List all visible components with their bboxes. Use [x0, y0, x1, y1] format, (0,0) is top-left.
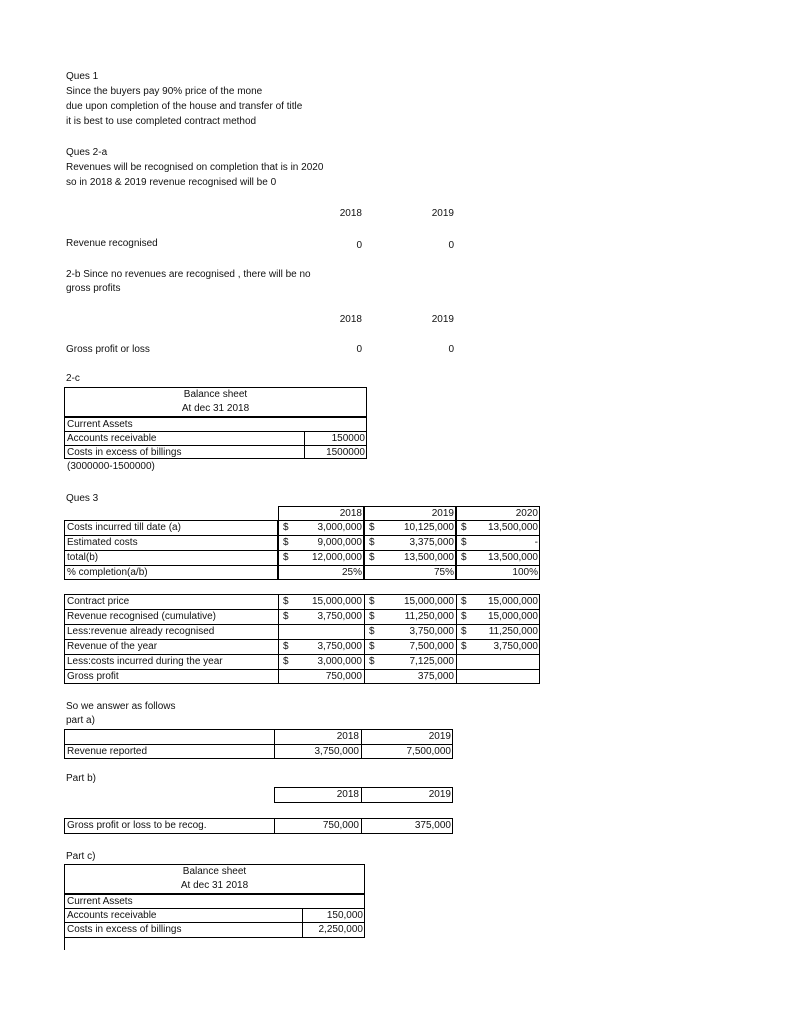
t2-label: Less:costs incurred during the year	[67, 656, 223, 667]
divider	[64, 669, 540, 670]
divider	[64, 744, 453, 745]
t1-value: 13,500,000	[487, 522, 538, 533]
t2-value: 15,000,000	[403, 596, 454, 607]
part-c-current-assets: Current Assets	[67, 896, 133, 907]
ques2a-line: Revenues will be recognised on completion that is in 2020	[66, 162, 324, 173]
divider	[64, 520, 540, 521]
t1-value: 13,500,000	[487, 552, 538, 563]
t1-label: Costs incurred till date (a)	[67, 522, 181, 533]
t1-value: 10,125,000	[403, 522, 454, 533]
divider	[274, 729, 275, 759]
dollar-sign: $	[369, 522, 375, 533]
divider	[361, 729, 362, 759]
t2-value: 3,750,000	[493, 641, 538, 652]
divider	[64, 624, 540, 625]
accounts-receivable-value: 150000	[331, 433, 365, 444]
ques1-line: due upon completion of the house and transfer of title	[66, 101, 303, 112]
ques1-line: it is best to use completed contract method	[66, 116, 257, 127]
t1-value: 3,000,000	[317, 522, 362, 533]
dollar-sign: $	[461, 522, 467, 533]
t1-value: 25%	[341, 567, 362, 578]
part-c-bs-date: At dec 31 2018	[180, 880, 249, 891]
gross-profit-recog-label: Gross profit or loss to be recog.	[67, 820, 207, 831]
dollar-sign: $	[369, 641, 375, 652]
dollar-sign: $	[283, 611, 289, 622]
t1-value: 9,000,000	[317, 537, 362, 548]
gross-profit-2019: 0	[448, 344, 454, 355]
part-b-title: Part b)	[66, 773, 97, 784]
ques2b-year-2019: 2019	[431, 314, 454, 325]
t2-label: Gross profit	[67, 671, 119, 682]
t1-year-2019: 2019	[431, 508, 454, 519]
ques1-title: Ques 1	[66, 71, 99, 82]
divider	[361, 787, 362, 803]
divider	[64, 431, 367, 432]
dollar-sign: $	[283, 596, 289, 607]
ques1-line: Since the buyers pay 90% price of the mone	[66, 86, 263, 97]
divider	[64, 639, 540, 640]
balance-sheet-title: Balance sheet	[183, 389, 248, 400]
revenue-recognised-2018: 0	[356, 240, 362, 251]
t1-value: 3,375,000	[409, 537, 454, 548]
t2-value: 3,000,000	[317, 656, 362, 667]
divider	[64, 654, 540, 655]
divider	[64, 565, 540, 566]
t1-value: 12,000,000	[311, 552, 362, 563]
dollar-sign: $	[369, 596, 375, 607]
t1-value: 75%	[433, 567, 454, 578]
part-c-costs-in-excess: Costs in excess of billings	[67, 924, 182, 935]
divider	[64, 908, 365, 909]
dollar-sign: $	[283, 552, 289, 563]
t1-value: 13,500,000	[403, 552, 454, 563]
part-c-costs-in-excess-value: 2,250,000	[318, 924, 363, 935]
accounts-receivable-label: Accounts receivable	[67, 433, 157, 444]
t2-value: 15,000,000	[487, 596, 538, 607]
t1-value: 100%	[512, 567, 538, 578]
divider	[361, 818, 362, 834]
revenue-recognised-label: Revenue recognised	[66, 238, 158, 249]
gross-profit-2018: 0	[356, 344, 362, 355]
divider	[64, 938, 65, 950]
revenue-reported-2018: 3,750,000	[314, 746, 359, 757]
t2-value: 750,000	[325, 671, 362, 682]
dollar-sign: $	[369, 537, 375, 548]
t2-label: Contract price	[67, 596, 130, 607]
revenue-reported-2019: 7,500,000	[406, 746, 451, 757]
t1-value: -	[534, 537, 538, 548]
dollar-sign: $	[369, 552, 375, 563]
part-b-year-2018: 2018	[336, 789, 359, 800]
part-a-year-2019: 2019	[428, 731, 451, 742]
t2-value: 15,000,000	[487, 611, 538, 622]
t2-value: 15,000,000	[311, 596, 362, 607]
t2-value: 3,750,000	[317, 641, 362, 652]
dollar-sign: $	[461, 641, 467, 652]
t1-label: % completion(a/b)	[67, 567, 148, 578]
ques2a-line: so in 2018 & 2019 revenue recognised will be 0	[66, 177, 277, 188]
revenue-recognised-2019: 0	[448, 240, 454, 251]
t2-value: 11,250,000	[404, 611, 454, 622]
part-c-accounts-receivable-value: 150,000	[326, 910, 363, 921]
ques2c-title: 2-c	[66, 373, 80, 384]
ques2a-year-2019: 2019	[431, 208, 454, 219]
t2-value: 3,750,000	[317, 611, 362, 622]
dollar-sign: $	[461, 552, 467, 563]
gross-profit-label: Gross profit or loss	[66, 344, 150, 355]
dollar-sign: $	[369, 656, 375, 667]
t2-value: 7,500,000	[409, 641, 454, 652]
t1-label: total(b)	[67, 552, 99, 563]
dollar-sign: $	[461, 611, 467, 622]
dollar-sign: $	[283, 656, 289, 667]
part-b-year-2019: 2019	[428, 789, 451, 800]
gross-profit-recog-2018: 750,000	[322, 820, 359, 831]
costs-in-excess-formula: (3000000-1500000)	[67, 461, 155, 472]
divider	[64, 445, 367, 446]
t1-label: Estimated costs	[67, 537, 138, 548]
ques2b-year-2018: 2018	[339, 314, 362, 325]
part-c-title: Part c)	[66, 851, 96, 862]
costs-in-excess-label: Costs in excess of billings	[67, 447, 182, 458]
dollar-sign: $	[461, 596, 467, 607]
dollar-sign: $	[283, 522, 289, 533]
costs-in-excess-value: 1500000	[326, 447, 365, 458]
answer-intro: So we answer as follows	[66, 701, 176, 712]
t2-value: 7,125,000	[409, 656, 454, 667]
t2-value: 3,750,000	[409, 626, 454, 637]
divider	[64, 609, 540, 610]
dollar-sign: $	[461, 626, 467, 637]
dollar-sign: $	[369, 626, 375, 637]
divider	[274, 818, 275, 834]
dollar-sign: $	[283, 537, 289, 548]
ques2b-line: 2-b Since no revenues are recognised , there will be no	[66, 269, 311, 280]
divider	[64, 535, 540, 536]
t2-label: Revenue recognised (cumulative)	[67, 611, 216, 622]
current-assets-label: Current Assets	[67, 419, 133, 430]
ques2a-year-2018: 2018	[339, 208, 362, 219]
dollar-sign: $	[461, 537, 467, 548]
dollar-sign: $	[369, 611, 375, 622]
dollar-sign: $	[283, 641, 289, 652]
part-c-bs-title: Balance sheet	[182, 866, 247, 877]
balance-sheet-date: At dec 31 2018	[181, 403, 250, 414]
part-a-year-2018: 2018	[336, 731, 359, 742]
t1-year-2018: 2018	[339, 508, 362, 519]
t2-value: 11,250,000	[488, 626, 538, 637]
ques3-title: Ques 3	[66, 493, 99, 504]
t2-label: Less:revenue already recognised	[67, 626, 215, 637]
divider	[64, 550, 540, 551]
gross-profit-recog-2019: 375,000	[414, 820, 451, 831]
divider	[64, 922, 365, 923]
part-a-title: part a)	[66, 715, 95, 726]
t2-label: Revenue of the year	[67, 641, 158, 652]
ques2a-title: Ques 2-a	[66, 147, 108, 158]
t2-value: 375,000	[417, 671, 454, 682]
ques2b-line: gross profits	[66, 283, 121, 294]
t1-year-2020: 2020	[515, 508, 538, 519]
revenue-reported-label: Revenue reported	[67, 746, 148, 757]
part-c-accounts-receivable: Accounts receivable	[67, 910, 157, 921]
